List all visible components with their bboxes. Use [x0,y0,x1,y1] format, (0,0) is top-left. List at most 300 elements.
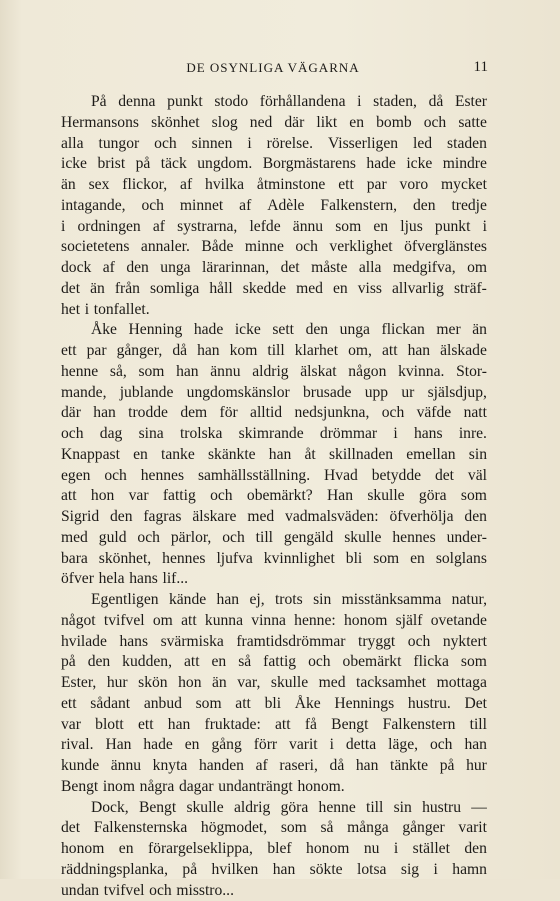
text-line [61,154,487,175]
word: skulle [186,798,223,819]
word: Det [464,694,487,715]
word: guld [99,528,127,549]
word: han [464,735,487,756]
word: drömmar [320,424,377,445]
word: icke [61,154,87,175]
word: göra [281,798,309,819]
text-line [61,777,487,798]
word: ej, [249,590,264,611]
word: för [220,403,238,424]
word: framtidsdrömmar [236,632,345,653]
word: Adèle [267,196,304,217]
word: skulle [271,673,308,694]
word: trots [275,590,303,611]
word: älskare [192,507,236,528]
word: detta [346,735,376,756]
word: trolska [180,424,222,445]
word: förr [254,735,277,756]
text-line [61,507,487,528]
word: hon [91,486,114,507]
word: då [429,92,444,113]
word: sin [469,445,487,466]
word: om [153,611,173,632]
text-line [61,279,487,300]
word: en [373,217,388,238]
word: en [349,113,364,134]
word: nedsjunkna, [294,403,369,424]
word: dag [100,424,123,445]
word: som [196,694,222,715]
word: rörelse. [267,134,313,155]
text-line [61,839,487,860]
word: sett [272,320,294,341]
word: fattig [263,652,296,673]
word: en [333,279,348,300]
word: i [483,217,487,238]
text-line [61,320,487,341]
text-line [61,715,487,736]
word: alltid [250,403,282,424]
word: rival. [61,735,93,756]
word: på [440,756,455,777]
word: ungdomskänslor [187,383,290,404]
word: han [176,362,199,383]
word: än [472,320,487,341]
word: brist [97,154,125,175]
word: skulle [367,486,404,507]
word: Falkenstern, [320,196,397,217]
word: någon [348,362,386,383]
word: på [182,860,197,881]
word: staden [447,134,487,155]
word: Henning [129,320,183,341]
word: det [435,466,454,487]
word: till [470,715,487,736]
word: medgifva, [393,258,456,279]
word: och [137,528,160,549]
word: skillnaden [329,445,393,466]
word: pärlor, [171,528,212,549]
word: mindre [443,154,487,175]
word: hade [143,735,172,756]
word: punkt [435,217,471,238]
word: bomb [376,113,412,134]
text-line [61,673,487,694]
word: i [357,92,361,113]
word: unga [160,258,190,279]
word: om, [348,341,372,362]
word: het [61,300,80,321]
text-line [61,652,487,673]
word: sinnen [192,134,233,155]
text-line [61,113,487,134]
text-line [61,424,487,445]
word: på [136,154,151,175]
word: flickan [382,320,425,341]
word: var, [237,673,260,694]
word: inre. [459,424,487,445]
text-line [61,300,487,321]
word: minnet [180,196,223,217]
word: ännu [111,756,141,777]
word: åtminstone [257,175,325,196]
word: hans [414,424,443,445]
word: kudden, [122,652,172,673]
word: bli [346,549,362,570]
word: honom. [297,777,344,798]
word: och [382,403,405,424]
word: öfver [61,569,94,590]
word: tanke [161,445,195,466]
word: inom [103,777,135,798]
word: från [115,279,140,300]
text-line [61,590,487,611]
word: att [61,486,77,507]
word: tänkte [390,756,428,777]
word: Bengt [139,798,176,819]
word: ur [401,383,414,404]
word: sådant [90,694,130,715]
word: om [467,258,487,279]
text-line [61,383,487,404]
word: då [330,756,345,777]
word: den [413,196,436,217]
word: lif... [163,569,189,590]
word: det [281,258,300,279]
word: ljufva [216,549,252,570]
word: och [295,237,318,258]
word: Hvad [324,466,358,487]
word: håll [209,279,232,300]
word: systrarna, [177,217,237,238]
word: voro [400,175,429,196]
word: mer [436,320,460,341]
word: ett [138,715,154,736]
word: och [210,486,233,507]
word: minne [245,237,284,258]
word: hustru. [408,694,451,715]
word: varit [289,735,318,756]
word: satte [458,113,487,134]
word: nyktert [443,632,487,653]
text-line [61,466,487,487]
word: den [126,258,149,279]
text-line [61,632,487,653]
word: fagras [143,507,181,528]
word: tvifvel [104,611,145,632]
word: par [367,175,387,196]
word: icke [235,320,261,341]
word: egen [61,466,90,487]
word: att [181,611,197,632]
word: hvilka [205,175,244,196]
word: många [347,818,389,839]
word: dock [61,258,91,279]
word: upp [365,383,388,404]
word: till [267,341,284,362]
word: alla [359,258,382,279]
word: stodo [214,92,248,113]
word: täck [161,154,187,175]
word: stället [413,839,450,860]
word: en [410,549,425,570]
word: ett [338,175,354,196]
word: förargelseklippa, [148,839,253,860]
word: bli [265,694,281,715]
word: skimrande [239,424,304,445]
word: ned [250,113,273,134]
word: mycket [441,175,487,196]
word: af [103,258,115,279]
word: han [269,445,292,466]
word: annaler. [141,237,190,258]
word: hur [107,673,128,694]
word: Knappast [61,445,120,466]
text-line [61,881,487,901]
word: som [335,217,361,238]
word: handen [199,756,244,777]
text-line [61,569,487,590]
word: han [356,756,379,777]
word: och [308,652,331,673]
text-line [61,549,487,570]
word: sträf- [454,279,487,300]
word: dem [180,403,207,424]
word: punkt [167,92,203,113]
word: den [88,652,111,673]
word: så [320,818,333,839]
text-line [61,818,487,839]
word: skönhet, [99,549,151,570]
text-line [61,798,487,819]
word: som [373,549,399,570]
word: af [239,196,251,217]
word: måste [311,258,347,279]
word: honom [344,611,387,632]
word: ordningen [77,217,140,238]
word: där [61,403,81,424]
word: kvinnlighet [264,549,335,570]
text-line [61,341,487,362]
word: få [305,715,317,736]
word: hamn [452,860,487,881]
word: Falkenstern [383,715,456,736]
word: han [168,715,191,736]
word: högmodet, [201,818,267,839]
word: några [140,777,175,798]
word: likt [316,113,337,134]
word: ungdom. [197,154,252,175]
word: Visserligen [328,134,398,155]
word: icke [406,154,432,175]
word: unga [340,320,370,341]
word: med [61,528,88,549]
word: led [413,134,432,155]
word: väl [468,466,487,487]
word: obemärkt [343,652,402,673]
word: gång [211,735,241,756]
word: i [393,424,397,445]
text-line [61,756,487,777]
word: som [281,818,307,839]
word: af [153,217,165,238]
word: hade [366,154,395,175]
text-line [61,134,487,155]
word: kom [230,341,258,362]
word: henne [61,362,98,383]
word: och [61,424,84,445]
word: par [87,341,107,362]
word: viss [358,279,382,300]
text-line [61,860,487,881]
word: tvifvel [104,881,145,901]
word: allvarlig [392,279,444,300]
word: den [464,839,487,860]
word: ännu [293,217,323,238]
word: svärmiska [161,632,224,653]
word: dagar [179,777,214,798]
word: tacksamhet [356,673,426,694]
word: på [61,652,76,673]
word: tryggt [358,632,395,653]
word: som [461,652,487,673]
word: något [61,611,96,632]
word: blef [267,839,291,860]
word: älskade [440,341,487,362]
word: sin [313,590,331,611]
word: ett [61,341,77,362]
word: hennes [392,528,435,549]
word: då [172,341,187,362]
word: kände [169,590,206,611]
word: Både [201,237,233,258]
word: raseri, [279,756,318,777]
word: i [61,217,65,238]
word: som [461,486,487,507]
word: bara [61,549,88,570]
word: slog [212,113,238,134]
word: själsdjup, [428,383,487,404]
word: ovetande [431,611,487,632]
word: denna [118,92,155,113]
word: Egentligen [91,590,159,611]
word: Bengt [331,715,368,736]
word: och [408,632,431,653]
text-line [61,92,487,113]
text-line [61,611,487,632]
word: hvilade [61,632,107,653]
word: han [217,590,240,611]
word: skänkte [208,445,256,466]
word: den [110,507,133,528]
text-line [61,217,487,238]
word: fruktade: [205,715,261,736]
word: Dock, [91,798,129,819]
text-line [61,445,487,466]
word: mande, [61,383,106,404]
word: gengäld [284,528,333,549]
word: misstro... [176,881,234,901]
word: samhällsställning. [198,466,310,487]
word: intagande, [61,196,126,217]
word: Borgmästarens [263,154,356,175]
word: kunna [205,611,243,632]
word: ett [61,694,77,715]
word: till [256,528,273,549]
word: Falkensternska [94,818,188,839]
word: den [464,507,487,528]
word: och [141,196,164,217]
text-line [61,528,487,549]
word: lefde [249,217,280,238]
word: tungor [98,134,139,155]
word: och [104,466,127,487]
word: tonfallet. [94,300,150,321]
word: det [61,818,80,839]
word: han [197,341,220,362]
word: flickor, [122,175,167,196]
word: vadmalsväden: [285,507,379,528]
word: knyta [153,756,188,777]
text-line [61,196,487,217]
word: undanträngt [218,777,292,798]
word: misstänksamma [342,590,442,611]
word: Han [327,486,353,507]
word: klarhet [295,341,338,362]
word: lärarinnan, [202,258,269,279]
word: än [212,673,227,694]
word: undan [61,881,99,901]
word: han [408,341,431,362]
word: hennes [141,466,184,487]
word: hans [129,569,158,590]
text-line [61,735,487,756]
word: tredje [451,196,487,217]
word: sökte [310,860,343,881]
word: flicka [413,652,449,673]
word: gånger, [117,341,163,362]
word: trodde [128,403,168,424]
word: till [366,798,383,819]
word: Åke [91,320,117,341]
word: med [247,507,274,528]
word: förhållandena [260,92,346,113]
word: i [247,134,251,155]
word: åt [305,445,316,466]
text-line [61,175,487,196]
word: nu [364,839,380,860]
word: en [119,839,134,860]
word: Hermansons [61,113,139,134]
word: den [306,320,329,341]
word: och [154,134,177,155]
word: skedde [243,279,286,300]
word: och [149,881,172,901]
word: det [61,279,80,300]
word: Stor- [456,362,487,383]
word: hon [178,673,201,694]
word: gånger [402,818,444,839]
word: öfverglänstes [404,237,487,258]
word: han [93,403,116,424]
word: fattig [163,486,196,507]
word: sin [394,798,412,819]
word: verklighet [329,237,392,258]
word: hela [99,569,125,590]
word: af [256,756,268,777]
text-line [61,362,487,383]
running-head [58,60,488,80]
